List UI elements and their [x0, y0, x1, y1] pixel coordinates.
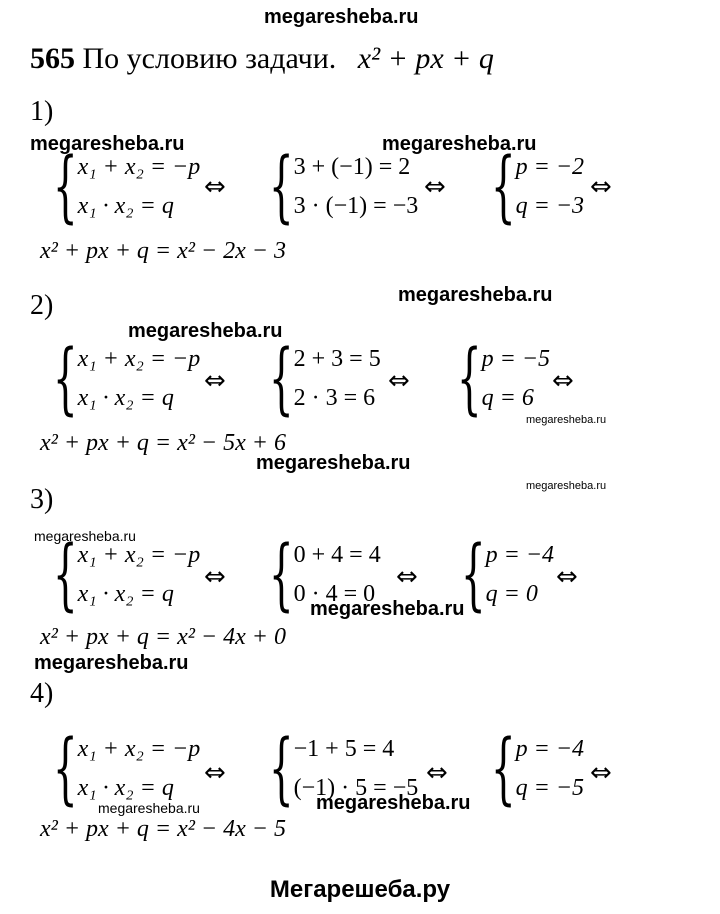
- brace-icon: {: [52, 724, 78, 814]
- brace-icon: {: [490, 724, 516, 814]
- item-3-label: 3): [30, 484, 54, 515]
- iff-icon: ⇔: [426, 758, 448, 788]
- item-4-result: x² + px + q = x² − 4x − 5: [40, 816, 286, 842]
- iff-icon: ⇔: [552, 366, 574, 396]
- watermark: megaresheba.ru: [34, 652, 189, 674]
- item-4-system-coeffs: { p = −4 q = −5: [490, 724, 585, 814]
- iff-icon: ⇔: [590, 758, 612, 788]
- item-1-system-roots: { 3 + (−1) = 2 3 · (−1) = −3: [268, 142, 419, 232]
- item-1-result: x² + px + q = x² − 2x − 3: [40, 238, 286, 264]
- item-3-system-vieta: { x₁ + x₂ = −p x₁ · x₂ = q: [52, 530, 201, 620]
- item-2-label: 2): [30, 290, 54, 321]
- item-2-system-roots: { 2 + 3 = 5 2 · 3 = 6: [268, 334, 381, 424]
- item-3-result: x² + px + q = x² − 4x + 0: [40, 624, 286, 650]
- brace-icon: {: [268, 724, 294, 814]
- watermark: megaresheba.ru: [256, 452, 411, 474]
- item-2-system-coeffs: { p = −5 q = 6: [456, 334, 551, 424]
- brace-icon: {: [456, 334, 482, 424]
- watermark: megaresheba.ru: [398, 284, 553, 306]
- item-4-label: 4): [30, 678, 54, 709]
- item-1-system-vieta: { x₁ + x₂ = −p x₁ · x₂ = q: [52, 142, 201, 232]
- brace-icon: {: [52, 530, 78, 620]
- problem-number: 565: [30, 42, 75, 75]
- watermark: megaresheba.ru: [98, 800, 200, 816]
- iff-icon: ⇔: [424, 172, 446, 202]
- footer-brand: Мегарешеба.ру: [269, 876, 451, 903]
- item-3-system-roots: { 0 + 4 = 4 0 · 4 = 0: [268, 530, 381, 620]
- iff-icon: ⇔: [204, 172, 226, 202]
- item-1-label: 1): [30, 96, 54, 127]
- iff-icon: ⇔: [396, 562, 418, 592]
- item-4-system-vieta: { x₁ + x₂ = −p x₁ · x₂ = q: [52, 724, 201, 814]
- problem-heading: [30, 42, 494, 76]
- iff-icon: ⇔: [204, 366, 226, 396]
- problem-text: По условию задачи.: [82, 42, 337, 75]
- iff-icon: ⇔: [204, 758, 226, 788]
- brace-icon: {: [460, 530, 486, 620]
- item-2-system-vieta: { x₁ + x₂ = −p x₁ · x₂ = q: [52, 334, 201, 424]
- watermark: megaresheba.ru: [382, 133, 537, 155]
- header-watermark: megaresheba.ru: [264, 6, 419, 28]
- brace-icon: {: [268, 530, 294, 620]
- watermark: megaresheba.ru: [526, 480, 607, 492]
- brace-icon: {: [268, 142, 294, 232]
- watermark: megaresheba.ru: [128, 320, 283, 342]
- brace-icon: {: [268, 334, 294, 424]
- brace-icon: {: [52, 334, 78, 424]
- item-4-system-roots: { −1 + 5 = 4 (−1) · 5 = −5: [268, 724, 419, 814]
- problem-expression: x² + px + q: [357, 42, 494, 75]
- iff-icon: ⇔: [204, 562, 226, 592]
- iff-icon: ⇔: [556, 562, 578, 592]
- item-1-system-coeffs: { p = −2 q = −3: [490, 142, 585, 232]
- iff-icon: ⇔: [388, 366, 410, 396]
- iff-icon: ⇔: [590, 172, 612, 202]
- item-2-result: x² + px + q = x² − 5x + 6: [40, 430, 286, 456]
- watermark: megaresheba.ru: [30, 133, 185, 155]
- watermark: megaresheba.ru: [526, 414, 607, 426]
- item-3-system-coeffs: { p = −4 q = 0: [460, 530, 555, 620]
- watermark: megaresheba.ru: [310, 598, 465, 620]
- brace-icon: {: [490, 142, 516, 232]
- watermark: megaresheba.ru: [34, 528, 136, 544]
- watermark: megaresheba.ru: [316, 792, 471, 814]
- brace-icon: {: [52, 142, 78, 232]
